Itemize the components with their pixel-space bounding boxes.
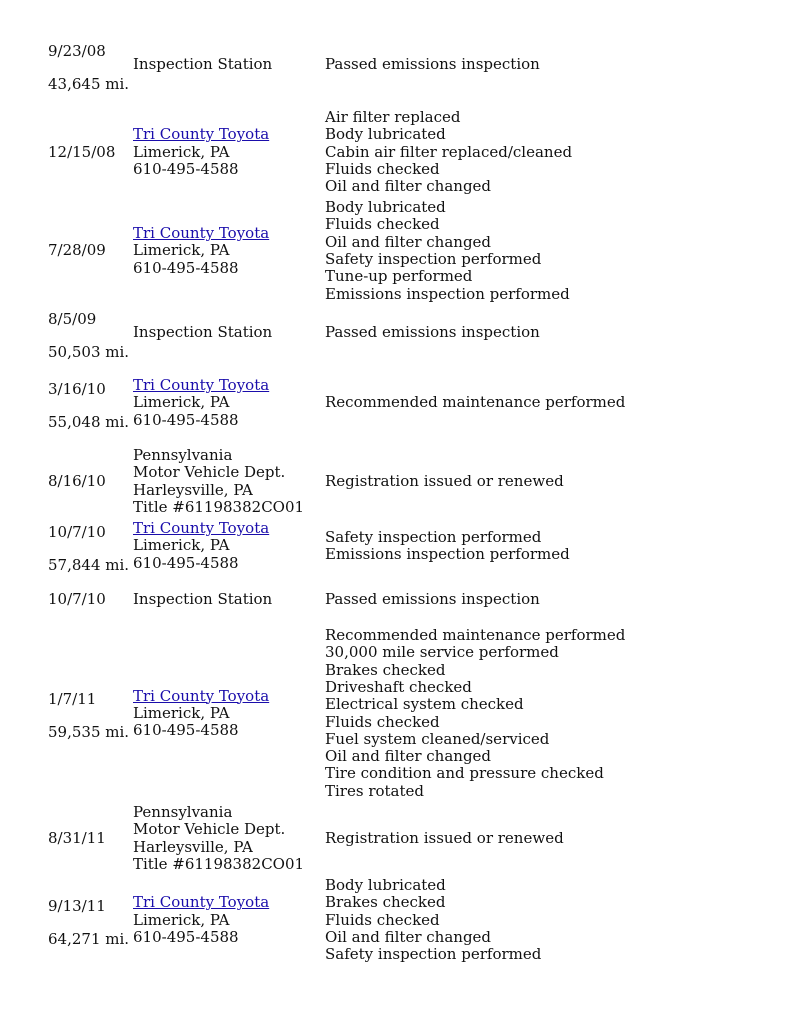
source-line: Pennsylvania: [133, 803, 233, 821]
detail-item: Oil and filter changed: [325, 747, 492, 766]
service-date: 8/31/11: [48, 828, 106, 847]
dealer-link[interactable]: Tri County Toyota: [133, 125, 270, 144]
odometer-reading: 59,535 mi.: [48, 723, 130, 742]
detail-item: Brakes checked: [325, 893, 446, 912]
source-line: Motor Vehicle Dept.: [133, 463, 286, 482]
source-line: Limerick, PA: [133, 910, 230, 929]
detail-item: Fuel system cleaned/serviced: [325, 729, 550, 748]
dealer-link[interactable]: Tri County Toyota: [133, 686, 270, 705]
source-line: 610-495-4588: [133, 721, 239, 740]
source-line: 610-495-4588: [133, 159, 239, 178]
source-line: Title #61198382CO01: [133, 497, 305, 516]
detail-item: Body lubricated: [325, 198, 446, 216]
source-line: 610-495-4588: [133, 553, 239, 572]
detail-item: Tune-up performed: [325, 267, 473, 286]
detail-item: Emissions inspection performed: [325, 284, 570, 303]
detail-item: 30,000 mile service performed: [325, 643, 559, 662]
detail-item: Passed emissions inspection: [325, 55, 540, 74]
service-date: 8/5/09: [48, 309, 97, 328]
detail-item: Safety inspection performed: [325, 527, 542, 546]
source-line: Harleysville, PA: [133, 480, 253, 499]
source-line: Title #61198382CO01: [133, 854, 305, 873]
detail-item: Oil and filter changed: [325, 927, 492, 946]
service-date: 1/7/11: [48, 690, 97, 709]
source-line: Pennsylvania: [133, 446, 233, 464]
dealer-link[interactable]: Tri County Toyota: [133, 223, 270, 242]
detail-item: Safety inspection performed: [325, 945, 542, 964]
odometer-reading: 57,844 mi.: [48, 555, 130, 574]
dealer-link[interactable]: Tri County Toyota: [133, 376, 270, 394]
detail-item: Body lubricated: [325, 125, 446, 144]
source-line: Harleysville, PA: [133, 837, 253, 856]
source-line: 610-495-4588: [133, 410, 239, 429]
service-date: 7/28/09: [48, 241, 106, 260]
detail-item: Oil and filter changed: [325, 177, 492, 196]
detail-item: Recommended maintenance performed: [325, 393, 626, 412]
detail-item: Body lubricated: [325, 876, 446, 894]
detail-item: Electrical system checked: [325, 695, 524, 714]
detail-item: Cabin air filter replaced/cleaned: [325, 142, 573, 161]
detail-item: Recommended maintenance performed: [325, 626, 626, 644]
detail-item: Fluids checked: [325, 712, 440, 731]
odometer-reading: 43,645 mi.: [48, 74, 130, 93]
service-date: 10/7/10: [48, 590, 106, 608]
source-line: Inspection Station: [133, 590, 273, 608]
detail-item: Emissions inspection performed: [325, 544, 570, 563]
service-date: 12/15/08: [48, 142, 116, 161]
detail-item: Air filter replaced: [325, 108, 461, 126]
detail-item: Fluids checked: [325, 215, 440, 234]
detail-item: Safety inspection performed: [325, 249, 542, 268]
source-line: 610-495-4588: [133, 258, 239, 277]
source-line: Limerick, PA: [133, 536, 230, 555]
source-line: Limerick, PA: [133, 393, 230, 412]
source-line: 610-495-4588: [133, 927, 239, 946]
odometer-reading: 50,503 mi.: [48, 342, 130, 361]
dealer-link[interactable]: Tri County Toyota: [133, 519, 270, 537]
source-line: Limerick, PA: [133, 241, 230, 260]
detail-item: Driveshaft checked: [325, 677, 472, 696]
source-line: Motor Vehicle Dept.: [133, 820, 286, 839]
service-date: 9/13/11: [48, 897, 106, 916]
source-line: Limerick, PA: [133, 703, 230, 722]
detail-item: Registration issued or renewed: [325, 828, 564, 847]
detail-item: Tire condition and pressure checked: [325, 764, 604, 783]
odometer-reading: 55,048 mi.: [48, 412, 130, 431]
dealer-link[interactable]: Tri County Toyota: [133, 893, 270, 912]
service-date: 9/23/08: [48, 41, 106, 60]
service-date: 10/7/10: [48, 522, 106, 541]
service-date: 3/16/10: [48, 379, 106, 398]
detail-item: Fluids checked: [325, 159, 440, 178]
source-line: Limerick, PA: [133, 142, 230, 161]
detail-item: Passed emissions inspection: [325, 323, 540, 342]
source-line: Inspection Station: [133, 323, 273, 342]
detail-item: Brakes checked: [325, 660, 446, 679]
detail-item: Tires rotated: [325, 781, 424, 800]
detail-item: Fluids checked: [325, 910, 440, 929]
detail-item: Passed emissions inspection: [325, 590, 540, 608]
service-date: 8/16/10: [48, 471, 106, 490]
odometer-reading: 64,271 mi.: [48, 929, 130, 948]
detail-item: Registration issued or renewed: [325, 471, 564, 490]
source-line: Inspection Station: [133, 55, 273, 74]
detail-item: Oil and filter changed: [325, 232, 492, 251]
